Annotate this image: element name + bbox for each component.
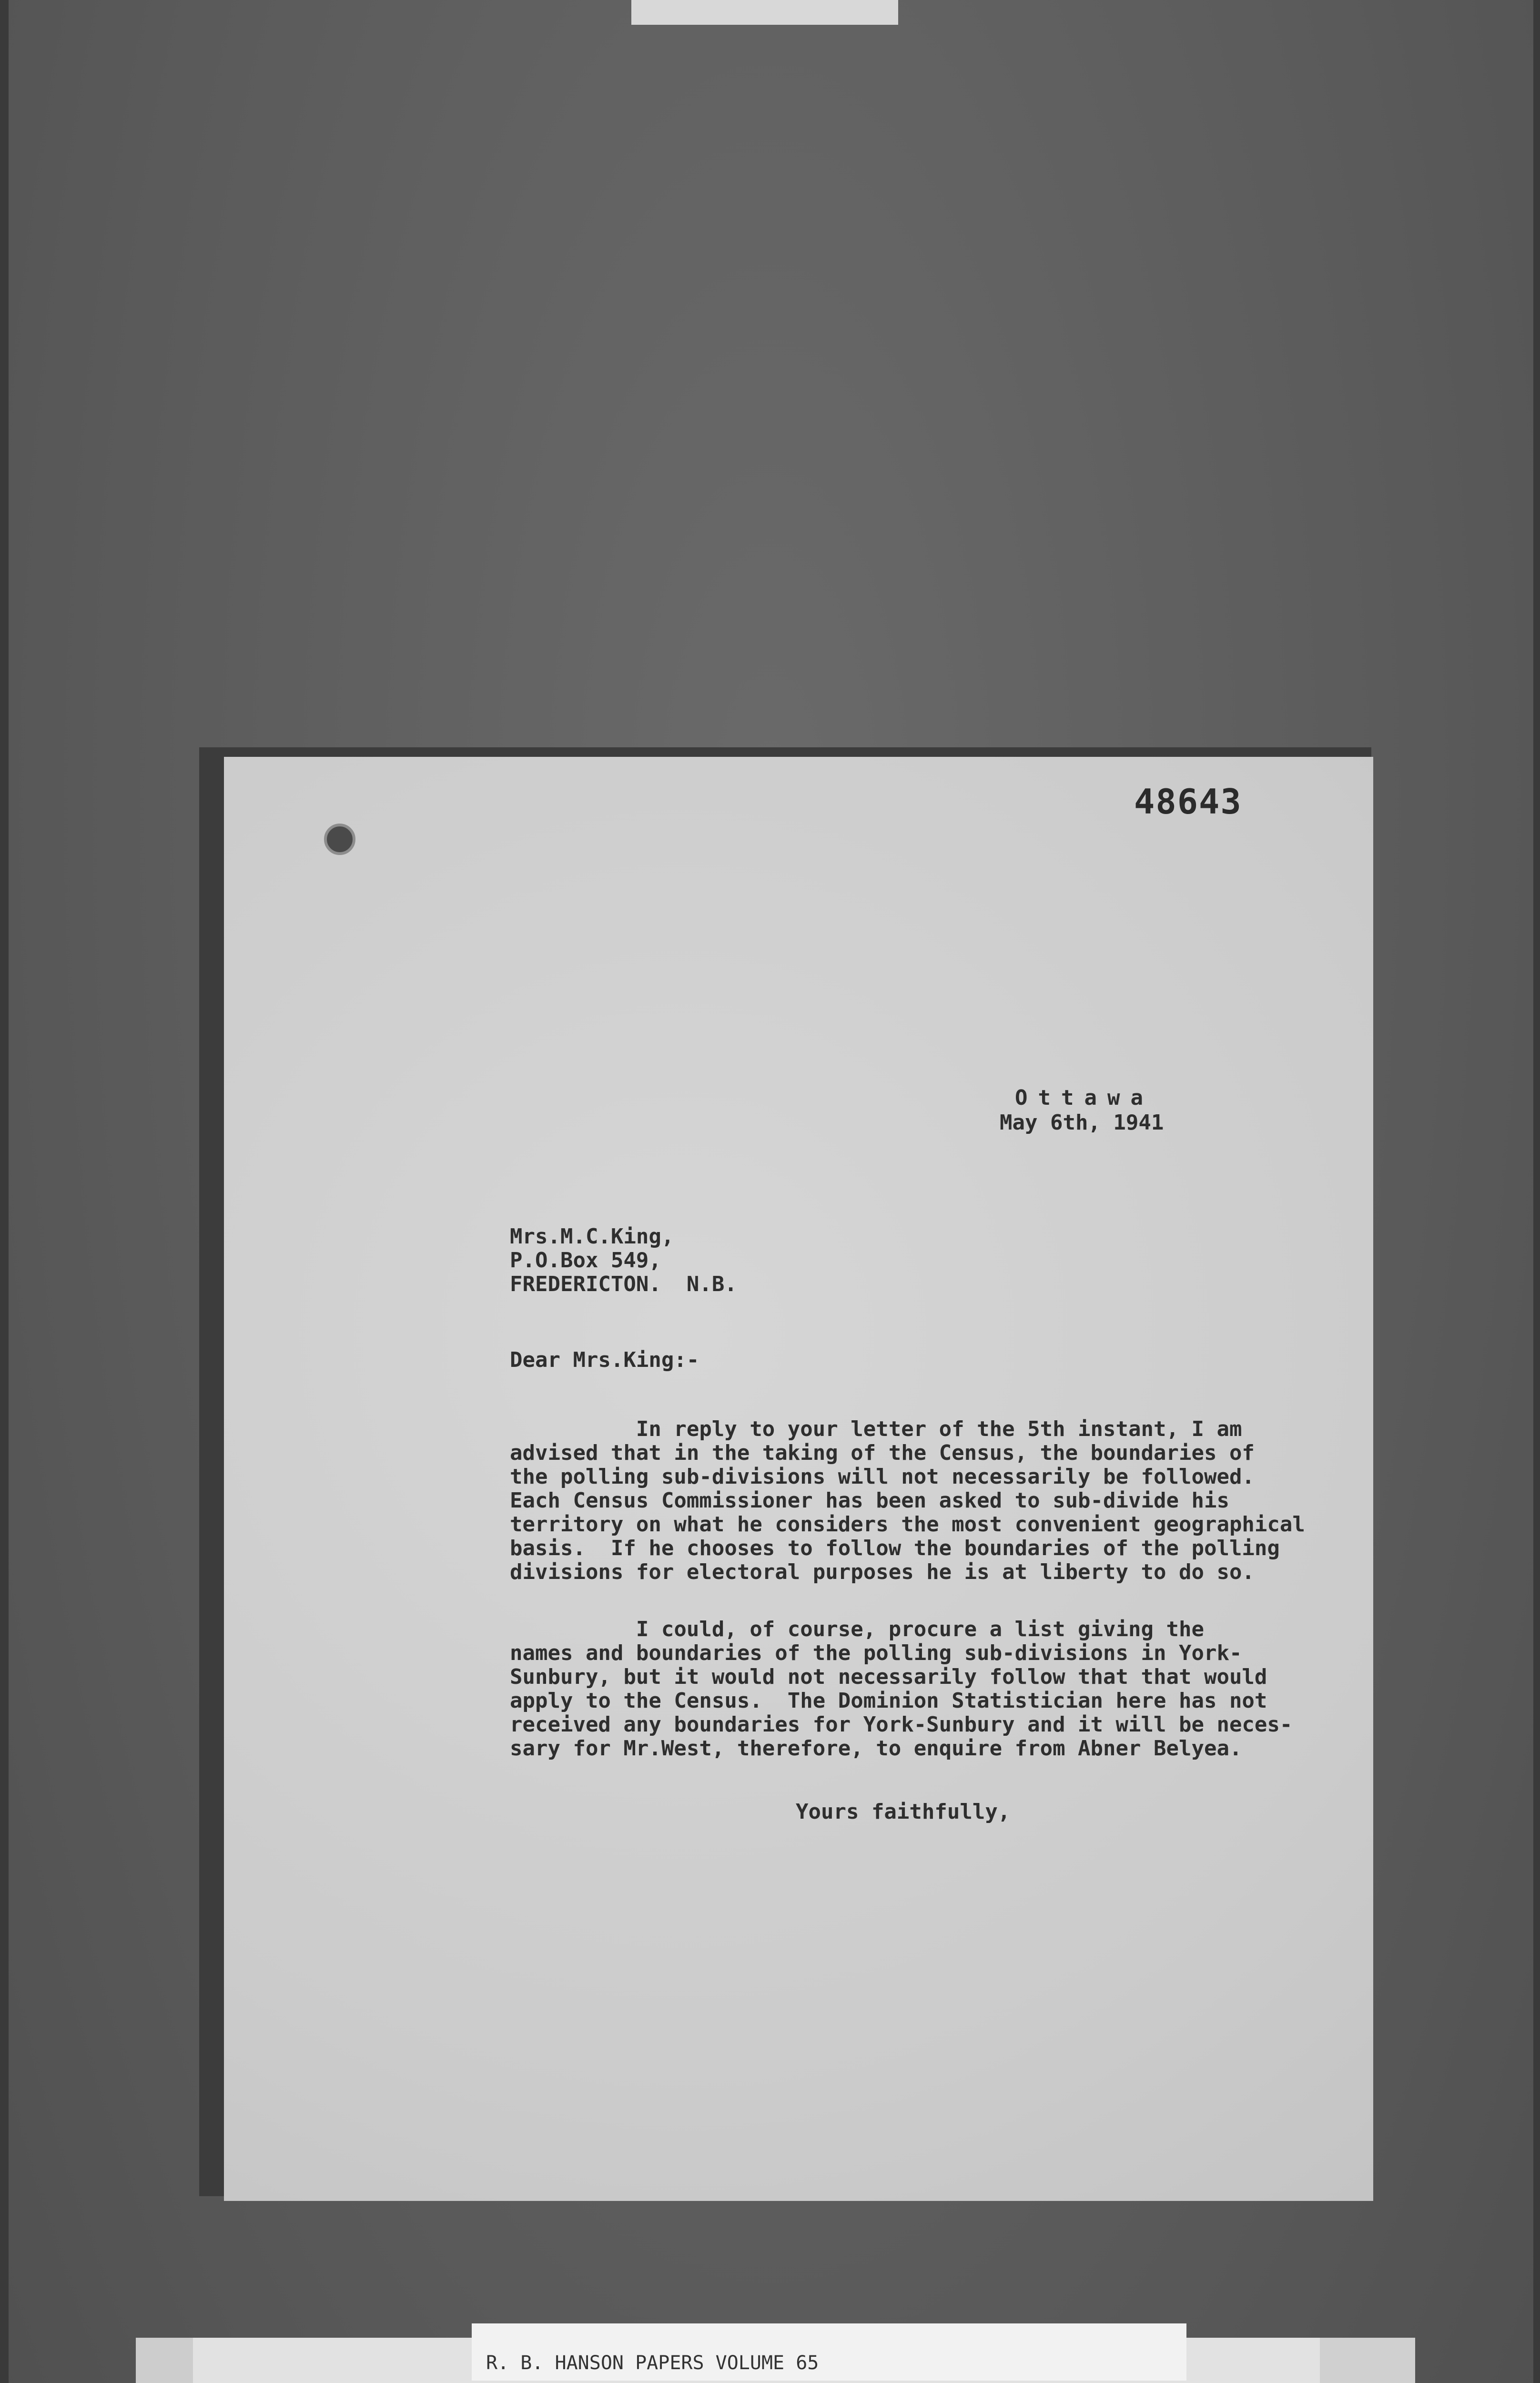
body-line: Each Census Commissioner has been asked to sub-divide his [510,1488,1229,1513]
letter-date: May 6th, 1941 [1000,1110,1164,1135]
closing: Yours faithfully, [796,1800,1011,1824]
tape-left [136,2338,193,2383]
letter-place: Ottawa [1015,1086,1154,1110]
body-line: territory on what he considers the most convenient geographical [510,1512,1305,1537]
frame-edge-right [1533,0,1540,2383]
body-line: basis. If he chooses to follow the boundaries of the polling [510,1536,1280,1560]
paragraph-gap [510,1584,1320,1618]
tape-right [1320,2338,1415,2383]
volume-text: R. B. HANSON PAPERS VOLUME 65 [486,2352,819,2374]
punch-hole-icon [324,824,355,855]
letter-page [224,757,1373,2201]
salutation: Dear Mrs.King:- [510,1348,699,1372]
letter-body [510,1417,1320,1761]
body-line: the polling sub-divisions will not necessarily be followed. [510,1465,1255,1489]
body-line: names and boundaries of the polling sub-divisions in York- [510,1641,1242,1665]
body-line: received any boundaries for York-Sunbury and it will be neces- [510,1712,1293,1737]
body-line: In reply to your letter of the 5th instant, I am [510,1417,1242,1441]
body-line: Sunbury, but it would not necessarily follow that that would [510,1665,1267,1689]
frame-edge-left [0,0,9,2383]
body-line: I could, of course, procure a list giving the [510,1617,1204,1641]
body-line: apply to the Census. The Dominion Statistician here has not [510,1689,1267,1713]
address-line-1: Mrs.M.C.King, [510,1224,674,1249]
body-line: advised that in the taking of the Census, the boundaries of [510,1441,1255,1465]
recipient-address [510,1225,737,1296]
document-number: 48643 [1134,782,1242,822]
address-line-3: FREDERICTON. N.B. [510,1272,737,1296]
top-label-strip [631,0,898,25]
address-line-2: P.O.Box 549, [510,1248,661,1273]
body-line: divisions for electoral purposes he is at liberty to do so. [510,1560,1255,1584]
body-line: sary for Mr.West, therefore, to enquire from Abner Belyea. [510,1736,1242,1761]
